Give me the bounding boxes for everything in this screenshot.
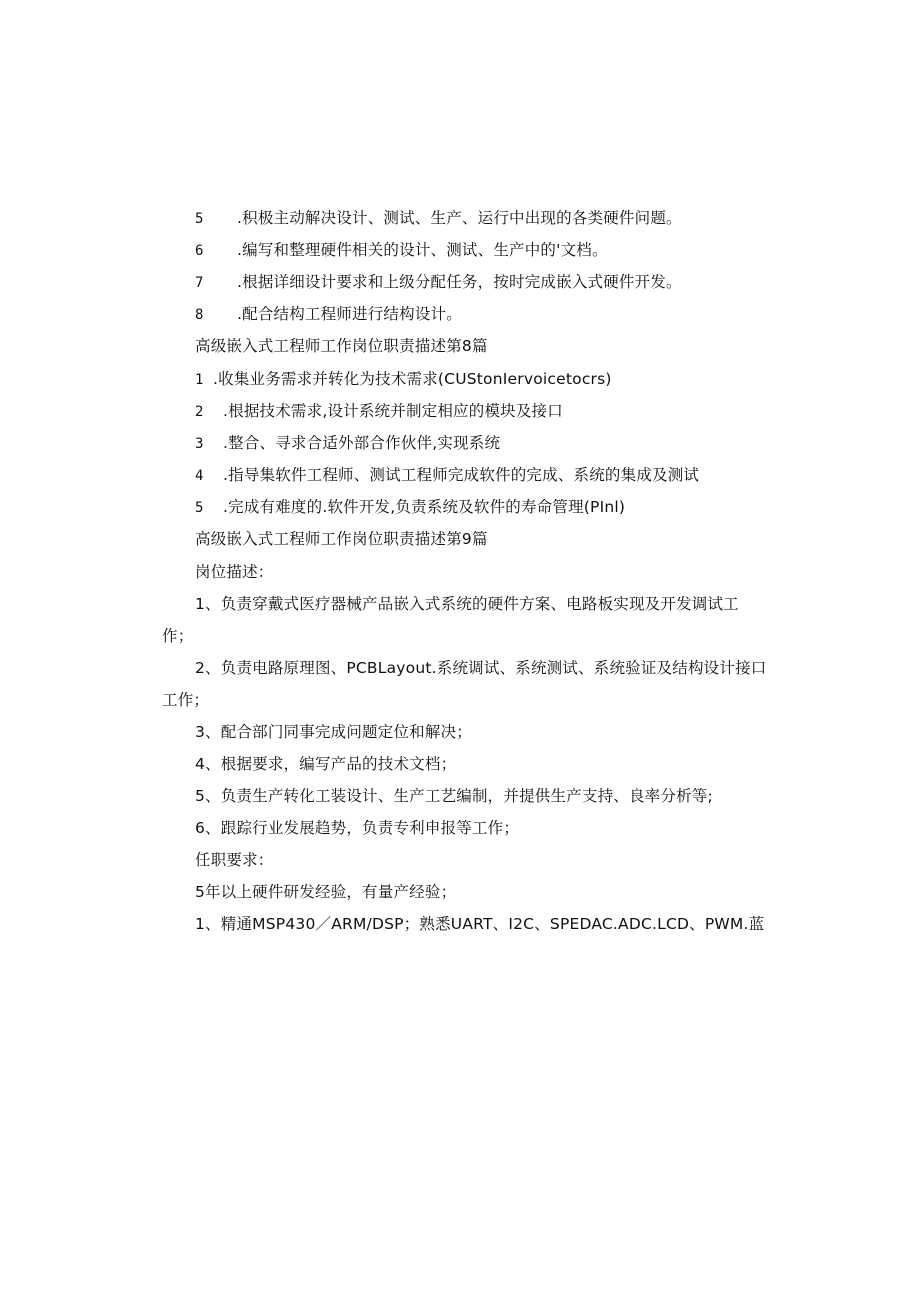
duty-line: 2、负责电路原理图、PCBLayout.系统调试、系统测试、系统验证及结构设计接口 <box>195 659 767 677</box>
list-item <box>195 433 500 454</box>
item-text: .完成有难度的.软件开发,负责系统及软件的寿命管理(PInl) <box>223 498 626 516</box>
item-number: 6 <box>195 243 204 259</box>
list-item <box>195 208 682 229</box>
item-number: 3 <box>195 436 204 452</box>
list-item <box>195 272 682 293</box>
item-text: .编写和整理硬件相关的设计、测试、生产中的'文档。 <box>237 241 608 259</box>
req-line: 5年以上硬件研发经验，有量产经验； <box>195 883 457 901</box>
item-text: .根据详细设计要求和上级分配任务，按时完成嵌入式硬件开发。 <box>237 273 682 291</box>
list-item <box>195 304 462 325</box>
list-item <box>195 465 699 486</box>
duty-line: 5、负责生产转化工装设计、生产工艺编制，并提供生产支持、良率分析等; <box>195 787 713 805</box>
duty-line: 6、跟踪行业发展趋势，负责专利申报等工作； <box>195 819 520 837</box>
req-label: 任职要求： <box>195 851 274 869</box>
item-number: 1 <box>195 372 204 388</box>
list-item <box>195 497 625 518</box>
list-item <box>195 401 563 422</box>
item-text: .配合结构工程师进行结构设计。 <box>237 305 462 323</box>
list-item <box>195 369 612 390</box>
item-text: .根据技术需求,设计系统并制定相应的模块及接口 <box>223 402 563 420</box>
item-text: .指导集软件工程师、测试工程师完成软件的完成、系统的集成及测试 <box>223 466 700 484</box>
duty-line: 3、配合部门同事完成问题定位和解决； <box>195 723 472 741</box>
desc-label: 岗位描述： <box>195 563 274 581</box>
item-number: 5 <box>195 500 204 516</box>
item-number: 2 <box>195 404 204 420</box>
duty-line-cont: 工作； <box>162 691 210 709</box>
section-heading: 高级嵌入式工程师工作岗位职责描述第8篇 <box>195 337 488 355</box>
list-item <box>195 240 608 261</box>
duty-line: 4、根据要求，编写产品的技术文档； <box>195 755 457 773</box>
item-number: 8 <box>195 307 204 323</box>
duty-line-cont: 作； <box>162 627 194 645</box>
item-text: .收集业务需求并转化为技术需求(CUStonIervoicetocrs) <box>213 370 612 388</box>
item-number: 4 <box>195 468 204 484</box>
duty-line: 1、负责穿戴式医疗器械产品嵌入式系统的硬件方案、电路板实现及开发调试工 <box>195 595 739 613</box>
item-text: .整合、寻求合适外部合作伙伴,实现系统 <box>223 434 501 452</box>
item-text: .积极主动解决设计、测试、生产、运行中出现的各类硬件问题。 <box>237 209 682 227</box>
item-number: 7 <box>195 275 204 291</box>
item-number: 5 <box>195 211 204 227</box>
req-line: 1、精通MSP430／ARM/DSP；熟悉UART、I2C、SPEDAC.ADC.LCD、PWM.蓝 <box>195 915 765 933</box>
section-heading: 高级嵌入式工程师工作岗位职责描述第9篇 <box>195 530 488 548</box>
